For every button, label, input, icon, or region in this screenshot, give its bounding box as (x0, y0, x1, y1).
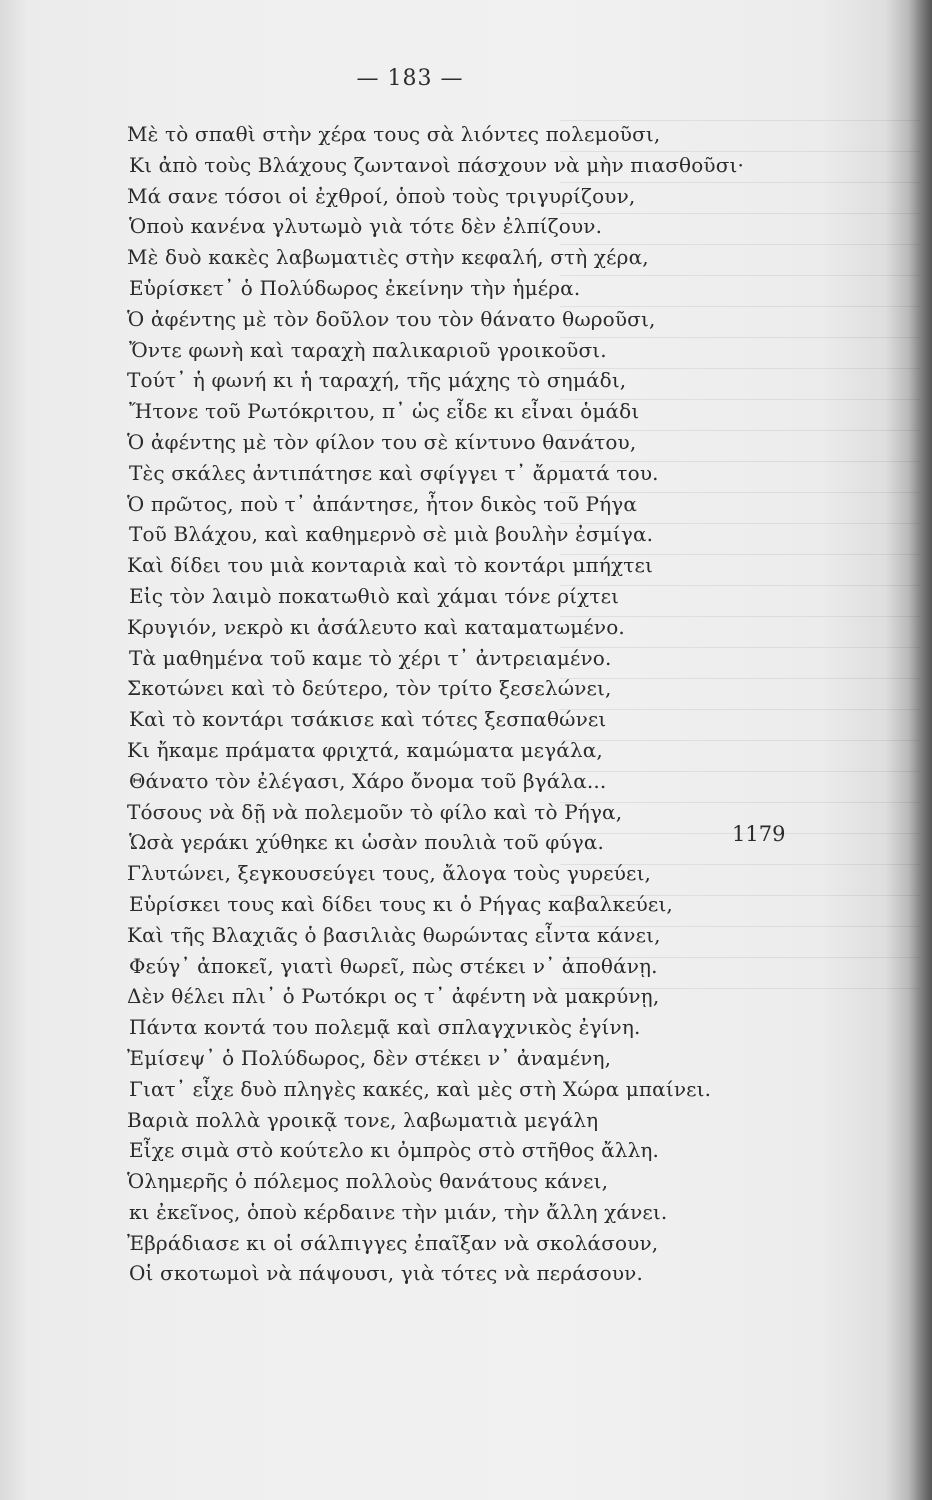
verse-block (127, 119, 827, 1289)
verse-line: Ὁ ἀφέντης μὲ τὸν δοῦλον του τὸν θάνατο θωροῦσι, (127, 306, 656, 331)
verse-line: Ὄντε φωνὴ καὶ ταραχὴ παλικαριοῦ γροικοῦσι. (129, 337, 607, 362)
verse-line: Ἐβράδιασε κι οἱ σάλπιγγες ἐπαῖξαν νὰ σκολάσουν, (127, 1230, 659, 1255)
verse-line: Μά σανε τόσοι οἱ ἐχθροί, ὁποὺ τοὺς τριγυρίζουν, (127, 183, 636, 208)
verse-line: Μὲ δυὸ κακὲς λαβωματιὲς στὴν κεφαλή, στὴ χέρα, (127, 245, 649, 270)
verse-line: Τὰ μαθημένα τοῦ καμε τὸ χέρι τ᾽ ἀντρειαμένο. (129, 645, 612, 670)
verse-line: Εἶχε σιμὰ στὸ κούτελο κι ὀμπρὸς στὸ στῆθος ἄλλη. (129, 1138, 660, 1163)
verse-line: Κρυγιόν, νεκρὸ κι ἀσάλευτο καὶ καταματωμένο. (127, 614, 625, 639)
verse-line: Ἐμίσεψ᾽ ὁ Πολύδωρος, δὲν στέκει ν᾽ ἀναμένη, (127, 1045, 612, 1070)
verse-line: Εὑρίσκει τους καὶ δίδει τους κι ὁ Ρήγας καβαλκεύει, (129, 891, 673, 916)
verse-line: Ἤτονε τοῦ Ρωτόκριτου, π᾽ ὡς εἶδε κι εἶναι ὁμάδι (129, 399, 640, 424)
verse-line: Φεύγ᾽ ἀποκεῖ, γιατὶ θωρεῖ, πὼς στέκει ν᾽ ἀποθάνῃ. (129, 953, 658, 978)
line-number-marker: 1179 (732, 822, 786, 846)
verse-line: Πάντα κοντά του πολεμᾷ καὶ σπλαγχνικὸς ἐγίνη. (129, 1015, 641, 1040)
verse-line: Ὁποὺ κανένα γλυτωμὸ γιὰ τότε δὲν ἐλπίζουν. (129, 214, 603, 239)
verse-line: Οἱ σκοτωμοὶ νὰ πάψουσι, γιὰ τότες νὰ περάσουν. (129, 1261, 643, 1286)
verse-line: Βαριὰ πολλὰ γροικᾷ τονε, λαβωματιὰ μεγάλη (127, 1107, 599, 1132)
verse-line: Δὲν θέλει πλι᾽ ὁ Ρωτόκρι ος τ᾽ ἀφέντη νὰ μακρύνῃ, (127, 984, 660, 1009)
verse-line: Ὡσὰ γεράκι χύθηκε κι ὡσὰν πουλιὰ τοῦ φύγα. (129, 830, 605, 855)
verse-line: Καὶ τὸ κοντάρι τσάκισε καὶ τότες ξεσπαθώνει (129, 707, 607, 732)
verse-line: Μὲ τὸ σπαθὶ στὴν χέρα τους σὰ λιόντες πολεμοῦσι, (127, 122, 661, 146)
verse-line: Ὁ ἀφέντης μὲ τὸν φίλον του σὲ κίντυνο θανάτου, (127, 429, 637, 454)
verse-line: Τοῦ Βλάχου, καὶ καθημερνὸ σὲ μιὰ βουλὴν ἐσμίγα. (129, 522, 654, 547)
verse-line: Σκοτώνει καὶ τὸ δεύτερο, τὸν τρίτο ξεσελώνει, (127, 676, 612, 701)
verse-line: Γιατ᾽ εἶχε δυὸ πληγὲς κακές, καὶ μὲς στὴ Χώρα μπαίνει. (129, 1076, 712, 1101)
verse-line: κι ἐκεῖνος, ὁποὺ κέρδαινε τὴν μιάν, τὴν ἄλλη χάνει. (129, 1199, 668, 1224)
verse-line: Εἰς τὸν λαιμὸ ποκατωθιὸ καὶ χάμαι τόνε ρίχτει (129, 583, 620, 608)
verse-line: Κι ἀπὸ τοὺς Βλάχους ζωντανοὶ πάσχουν νὰ μὴν πιασθοῦσι· (129, 152, 745, 177)
verse-line: Θάνατο τὸν ἐλέγασι, Χάρο ὄνομα τοῦ βγάλα... (129, 768, 607, 793)
page-number: — 183 — (356, 66, 464, 91)
verse-line: Τὲς σκάλες ἀντιπάτησε καὶ σφίγγει τ᾽ ἄρματά του. (129, 460, 659, 485)
verse-line: Καὶ δίδει του μιὰ κονταριὰ καὶ τὸ κοντάρι μπήχτει (127, 553, 653, 578)
verse-line: Ὁλημερῆς ὁ πόλεμος πολλοὺς θανάτους κάνει, (127, 1169, 609, 1194)
verse-line: Τούτ᾽ ἡ φωνή κι ἡ ταραχή, τῆς μάχης τὸ σημάδι, (127, 368, 627, 393)
verse-line: Κι ἤκαμε πράματα φριχτά, καμώματα μεγάλα, (127, 737, 603, 762)
verse-line: Ὁ πρῶτος, ποὺ τ᾽ ἀπάντησε, ἦτον δικὸς τοῦ Ρήγα (127, 491, 637, 516)
verse-line: Γλυτώνει, ξεγκουσεύγει τους, ἄλογα τοὺς γυρεύει, (127, 861, 652, 886)
verse-line: Καὶ τῆς Βλαχιᾶς ὁ βασιλιὰς θωρώντας εἶντα κάνει, (127, 922, 661, 947)
verse-line: Εὑρίσκετ᾽ ὁ Πολύδωρος ἐκείνην τὴν ἡμέρα. (129, 275, 581, 300)
verse-line: Τόσους νὰ δῇ νὰ πολεμοῦν τὸ φίλο καὶ τὸ Ρήγα, (127, 799, 623, 824)
